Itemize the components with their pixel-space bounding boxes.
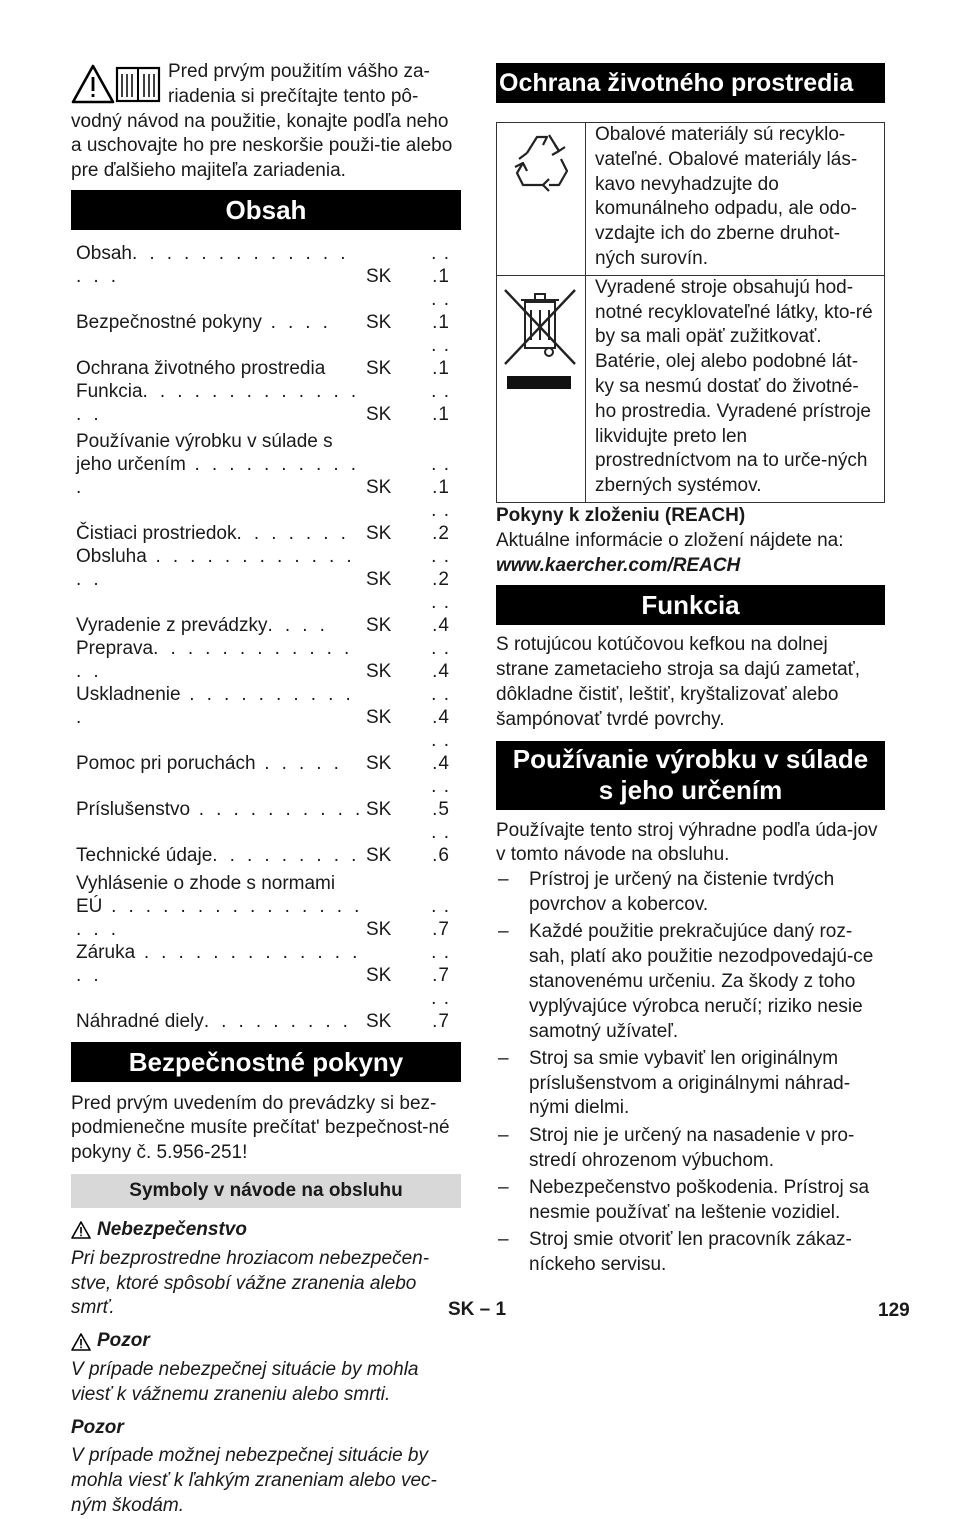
toc-title-text: Preprava <box>76 638 154 660</box>
toc-dot-leader: . . . . <box>261 311 332 333</box>
toc-entry-lang: SK <box>366 753 392 775</box>
toc-entry-page: . . .1 <box>431 454 450 499</box>
toc-entry-lang: SK <box>366 311 392 333</box>
toc-entry-page: . . .1 <box>431 380 450 425</box>
toc-title-text: Obsah <box>76 242 132 264</box>
function-text: S rotujúcou kotúčovou kefkou na dolnej strane zametacieho stroja sa dajú zametať, dôkladne čistiť, leštiť, kryštalizovať alebo šampónovať tvrdé povrchy. <box>496 634 861 730</box>
toc-dot-leader: . . . . . . . . . . . . . . <box>76 638 353 683</box>
toc-title-text: Vyhlásenie o zhode s normami <box>76 872 336 894</box>
recycle-text-cell <box>586 123 885 276</box>
toc-entry-page <box>410 867 461 894</box>
list-item: – Nebezpečenstvo poškodenia. Prístroj sa nesmie používať na leštenie vozidiel. <box>496 1176 885 1226</box>
toc-entry-lang: SK <box>366 1010 392 1032</box>
toc-entry-lang <box>366 867 410 894</box>
toc-title-text: Vyradenie z prevádzky <box>76 615 268 637</box>
recycle-row <box>497 123 885 276</box>
toc-entry-page: . . .1 <box>431 242 450 287</box>
toc-row[interactable] <box>71 775 461 821</box>
intended-use-heading-line1: Používanie výrobku v súlade <box>512 743 869 774</box>
toc-title-text: Technické údaje <box>76 845 213 867</box>
toc-entry-page: . . .1 <box>431 288 450 333</box>
warning-triangle-icon <box>71 1333 91 1351</box>
toc-entry-page <box>410 426 461 453</box>
toc-dot-leader: . . . . . . . <box>236 523 350 545</box>
toc-row[interactable] <box>71 545 461 591</box>
toc-row[interactable] <box>71 453 461 499</box>
safety-heading: Bezpečnostné pokyny <box>71 1042 461 1082</box>
warning-triangle-icon <box>71 1221 91 1239</box>
intended-use-heading <box>496 741 885 810</box>
toc-dot-leader: . . . . . . . . . . . . . . <box>76 546 356 591</box>
left-column <box>71 60 461 1519</box>
recycle-icon <box>497 123 585 203</box>
danger-text: Pri bezprostredne hroziacom nebezpečen-stve, ktoré spôsobí vážne zranenia alebo smrť. <box>71 1247 430 1319</box>
toc-entry-page: . . .4 <box>431 638 450 683</box>
toc-title-text: Používanie výrobku v súlade s <box>76 431 333 453</box>
toc-dot-leader: . . . . . . . . . <box>212 845 360 867</box>
toc-entry-title <box>71 637 366 683</box>
crossed-bin-icon <box>497 276 585 396</box>
weee-text: Vyradené stroje obsahujú hod-notné recyklovateľné látky, kto-ré by sa mali opäť zužitkovať. Batérie, olej alebo podobné lát-ky sa nesmú dostať do životné-ho prostredia. Vyradené prístroje likvidujte preto len prostredníctvom na to urče-ných zberných systémov. <box>595 276 873 497</box>
toc-entry-lang: SK <box>366 403 392 425</box>
intro-line2: riadenia si prečítajte tento pô- <box>168 85 419 107</box>
toc-entry-page: . . .4 <box>431 684 450 729</box>
toc-entry-title <box>71 242 366 288</box>
toc-entry-lang: SK <box>366 964 392 986</box>
toc-title-text: Záruka <box>76 941 136 963</box>
intro-rest: vodný návod na použitie, konajte podľa neho a uschovajte ho pre neskoršie použi-tie alebo pre ďalšieho majiteľa zariadenia. <box>71 110 453 182</box>
toc-entry-lang: SK <box>366 918 392 940</box>
intended-use-heading-line2: s jeho určením <box>598 774 783 805</box>
toc-entry-page: . . .4 <box>431 730 450 775</box>
toc-entry-title <box>71 867 366 894</box>
toc-entry-lang: SK <box>366 845 392 867</box>
environment-table <box>496 122 885 503</box>
toc-row[interactable] <box>71 729 461 775</box>
recycle-text: Obalové materiály sú recyklo-vateľné. Obalové materiály lás-kavo nevyhadzujte do komunálneho odpadu, ale odo-vzdajte ich do zberne druhot-ných surovín. <box>595 124 858 269</box>
warning-heading <box>71 1329 461 1354</box>
toc-row[interactable] <box>71 941 461 987</box>
toc-title-text: Príslušenstvo <box>76 799 191 821</box>
toc-row[interactable] <box>71 242 461 288</box>
toc-entry-title <box>71 987 366 1033</box>
toc-entry-lang: SK <box>366 661 392 683</box>
toc-heading: Obsah <box>71 190 461 230</box>
toc-entry-title <box>71 895 366 941</box>
toc-entry-title <box>71 821 366 867</box>
toc-title-text: Pomoc pri poruchách <box>76 753 256 775</box>
toc-row[interactable] <box>71 683 461 729</box>
warning-label: Pozor <box>97 1330 150 1352</box>
caution-label: Pozor <box>71 1416 124 1438</box>
recycle-icon-cell <box>497 123 586 276</box>
toc-entry-page: . . .7 <box>431 941 450 986</box>
toc-entry-page: . . .4 <box>431 592 450 637</box>
toc-entry-lang: SK <box>366 477 392 499</box>
toc-row[interactable] <box>71 821 461 867</box>
toc-entry-title <box>71 334 366 380</box>
toc-row[interactable] <box>71 426 461 453</box>
toc-dot-leader: . . . . . . . . . . . <box>76 454 360 499</box>
toc-dot-leader: . . . . . . . . . . . . . . . . . . <box>76 895 363 940</box>
toc-entry-page: . . .7 <box>431 987 450 1032</box>
warning-manual-icon <box>71 64 163 104</box>
toc-entry-title <box>71 453 366 499</box>
toc-entry-title <box>71 426 366 453</box>
toc-dot-leader: . . . . . . . . . . <box>190 799 364 821</box>
toc-row[interactable] <box>71 637 461 683</box>
toc-title-text: Obsluha <box>76 546 147 568</box>
toc-row[interactable] <box>71 380 461 426</box>
intro-block <box>71 60 461 184</box>
reach-link[interactable]: www.kaercher.com/REACH <box>496 554 741 576</box>
toc-entry-lang: SK <box>366 569 392 591</box>
toc-entry-page: . . .2 <box>431 500 450 545</box>
intended-use-list <box>496 868 885 1278</box>
toc-entry-title <box>71 729 366 775</box>
toc-dot-leader: . . . . . . . . . . . . . . . . <box>76 242 349 287</box>
danger-label: Nebezpečenstvo <box>97 1218 247 1240</box>
toc-title-text: Funkcia <box>76 380 143 402</box>
weee-text-cell <box>586 275 885 502</box>
toc-row[interactable] <box>71 288 461 334</box>
reach-text: Aktuálne informácie o zložení nájdete na: <box>496 529 844 551</box>
toc-entry-page: . . .5 <box>431 776 450 821</box>
toc-entry-lang: SK <box>366 265 392 287</box>
caution-heading <box>71 1416 461 1441</box>
toc-dot-leader: . . . . . . . . . . . . . . . <box>76 941 361 986</box>
toc-entry-page: . . .1 <box>431 334 450 379</box>
toc-entry-lang <box>366 426 410 453</box>
toc-title-text: Uskladnenie <box>76 684 181 706</box>
toc-table <box>71 242 461 1033</box>
toc-dot-leader: . . . . <box>267 615 329 637</box>
toc-entry-title <box>71 591 366 637</box>
toc-title-text: Bezpečnostné pokyny <box>76 311 262 333</box>
weee-icon-cell <box>497 275 586 502</box>
toc-title-text: Ochrana životného prostredia <box>76 357 326 379</box>
symbols-heading: Symboly v návode na obsluhu <box>71 1174 461 1208</box>
toc-title-text: Náhradné diely <box>76 1010 204 1032</box>
toc-dot-leader: . . . . . . . . . . . . . . . <box>76 380 360 425</box>
toc-row[interactable] <box>71 987 461 1033</box>
intended-use-text: Používajte tento stroj výhradne podľa úda-jov v tomto návode na obsluhu. <box>496 819 878 866</box>
safety-text: Pred prvým uvedením do prevádzky si bez-podmienečne musíte prečítat' bezpečnost-né pokyny č. 5.956-251! <box>71 1092 450 1164</box>
toc-entry-title <box>71 288 366 334</box>
environment-heading: Ochrana životného prostredia <box>496 63 885 103</box>
function-heading: Funkcia <box>496 585 885 625</box>
toc-title-text: jeho určením <box>76 454 186 476</box>
intro-line1: Pred prvým použitím vášho za- <box>168 61 430 82</box>
toc-entry-page: . . .6 <box>431 822 450 867</box>
toc-row[interactable] <box>71 867 461 894</box>
toc-entry-lang: SK <box>366 357 392 379</box>
toc-entry-lang: SK <box>366 799 392 821</box>
toc-row[interactable] <box>71 895 461 941</box>
list-item: – Stroj nie je určený na nasadenie v pro-stredí ohrozenom výbuchom. <box>496 1124 885 1174</box>
toc-dot-leader: . . . . . . . . . <box>203 1010 352 1032</box>
list-item: – Stroj sa smie vybaviť len originálnym príslušenstvom a originálnymi náhrad-nými dielmi. <box>496 1047 885 1121</box>
toc-entry-title <box>71 380 366 426</box>
toc-dot-leader: . . . . . <box>255 753 343 775</box>
toc-dot-leader: . . . . . . . . . . . <box>76 684 355 729</box>
toc-entry-title <box>71 545 366 591</box>
footer-section-label: SK – 1 <box>448 1299 507 1320</box>
list-item: – Každé použitie prekračujúce daný roz-sah, platí ako použitie nezodpovedajú-ce stanovenému určeniu. Za škody z toho vyplývajúce výrobca neručí; riziko nesie samotný užívateľ. <box>496 920 885 1044</box>
toc-entry-title <box>71 775 366 821</box>
danger-heading <box>71 1218 461 1243</box>
warning-text: V prípade nebezpečnej situácie by mohla viesť k vážnemu zraneniu alebo smrti. <box>71 1358 419 1405</box>
toc-entry-page: . . .2 <box>431 546 450 591</box>
page-number: 129 <box>878 1300 910 1321</box>
toc-entry-lang: SK <box>366 707 392 729</box>
reach-heading: Pokyny k zloženiu (REACH) <box>496 504 746 526</box>
toc-row[interactable] <box>71 591 461 637</box>
right-column <box>496 60 885 1280</box>
toc-entry-title <box>71 941 366 987</box>
list-item: – Prístroj je určený na čistenie tvrdých povrchov a kobercov. <box>496 868 885 918</box>
toc-title-text: Čistiaci prostriedok <box>76 523 237 545</box>
toc-entry-page: . . .7 <box>431 895 450 940</box>
toc-entry-lang: SK <box>366 523 392 545</box>
toc-entry-title <box>71 499 366 545</box>
toc-row[interactable] <box>71 334 461 380</box>
weee-row <box>497 275 885 502</box>
caution-text: V prípade možnej nebezpečnej situácie by mohla viesť k ľahkým zraneniam alebo vec-ným škodám. <box>71 1445 437 1516</box>
toc-entry-title <box>71 683 366 729</box>
toc-row[interactable] <box>71 499 461 545</box>
list-item: – Stroj smie otvoriť len pracovník zákaz-níckeho servisu. <box>496 1228 885 1278</box>
toc-entry-lang: SK <box>366 615 392 637</box>
toc-title-text: EÚ <box>76 895 103 917</box>
